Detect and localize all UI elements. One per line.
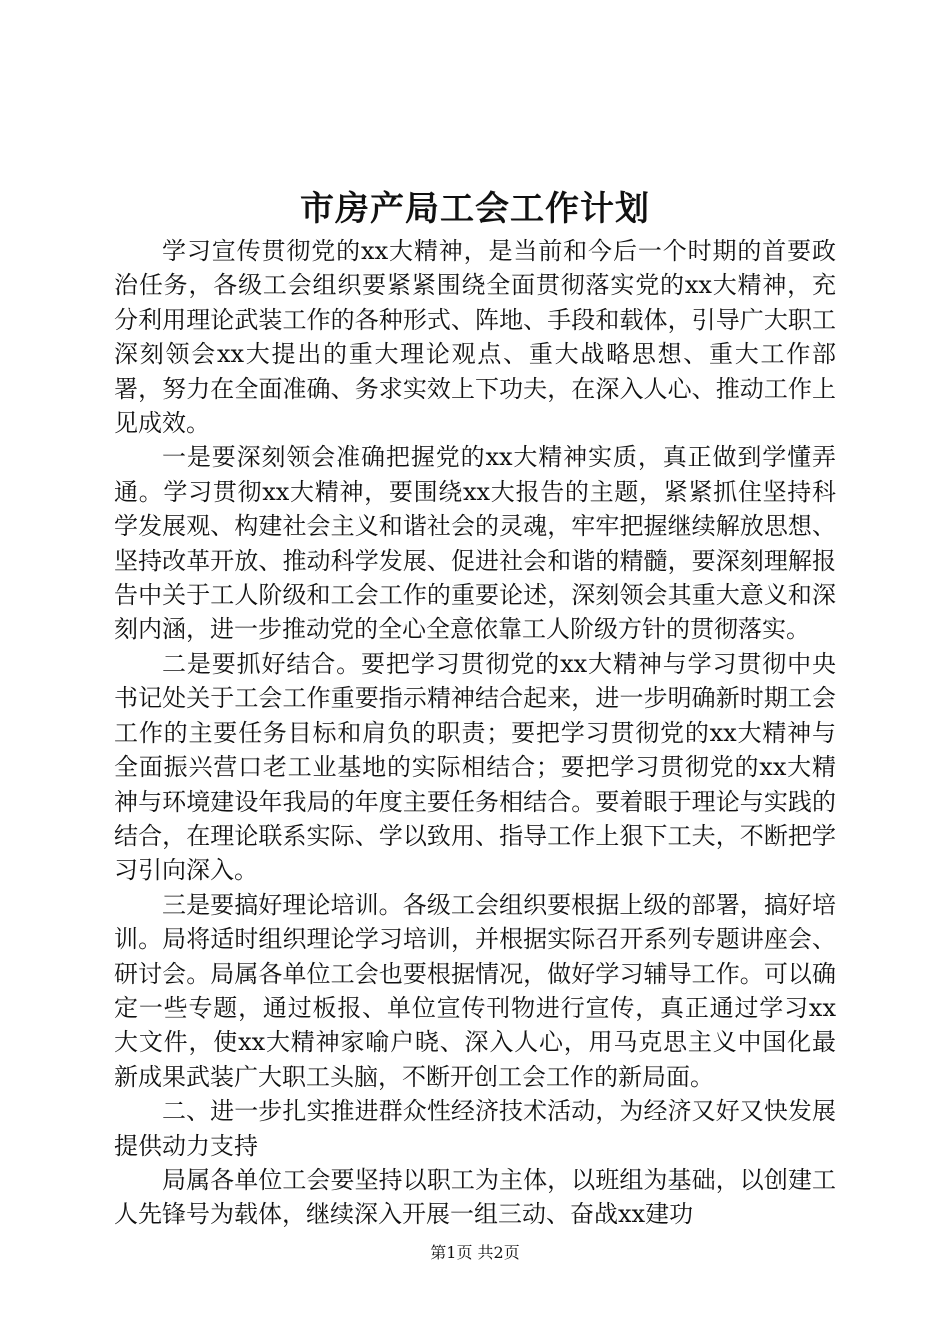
section-heading-two: 二、进一步扎实推进群众性经济技术活动，为经济又好又快发展提供动力支持 [114, 1097, 836, 1160]
page-footer: 第1页 共2页 [430, 1243, 520, 1262]
paragraph-intro: 学习宣传贯彻党的xx大精神，是当前和今后一个时期的首要政治任务，各级工会组织要紧紧围绕全面贯彻落实党的xx大精神，充分利用理论武装工作的各种形式、阵地、手段和载体，引导广大职工深刻领会xx大提出的重大理论观点、重大战略思想、重大工作部署，努力在全面准确、务求实效上下功夫，在深入人心、推动工作上见成效。 [114, 237, 836, 438]
paragraph-section-two: 局属各单位工会要坚持以职工为主体，以班组为基础，以创建工人先锋号为载体，继续深入开展一组三动、奋战xx建功 [114, 1165, 836, 1229]
paragraph-point-one: 一是要深刻领会准确把握党的xx大精神实质，真正做到学懂弄通。学习贯彻xx大精神，要围绕xx大报告的主题，紧紧抓住坚持科学发展观、构建社会主义和谐社会的灵魂，牢牢把握继续解放思想、坚持改革开放、推动科学发展、促进社会和谐的精髓，要深刻理解报告中关于工人阶级和工会工作的重要论述，深刻领会其重大意义和深刻内涵，进一步推动党的全心全意依靠工人阶级方针的贯彻落实。 [114, 443, 836, 644]
document-title: 市房产局工会工作计划 [300, 189, 650, 229]
document-body [114, 234, 836, 1232]
paragraph-point-two: 二是要抓好结合。要把学习贯彻党的xx大精神与学习贯彻中央书记处关于工会工作重要指示精神结合起来，进一步明确新时期工会工作的主要任务目标和肩负的职责；要把学习贯彻党的xx大精神与全面振兴营口老工业基地的实际相结合；要把学习贯彻党的xx大精神与环境建设年我局的年度主要任务相结合。要着眼于理论与实践的结合，在理论联系实际、学以致用、指导工作上狠下工夫，不断把学习引向深入。 [114, 649, 836, 885]
paragraph-point-three: 三是要搞好理论培训。各级工会组织要根据上级的部署，搞好培训。局将适时组织理论学习培训，并根据实际召开系列专题讲座会、研讨会。局属各单位工会也要根据情况，做好学习辅导工作。可以确定一些专题，通过板报、单位宣传刊物进行宣传，真正通过学习xx大文件，使xx大精神家喻户晓、深入人心，用马克思主义中国化最新成果武装广大职工头脑，不断开创工会工作的新局面。 [114, 890, 836, 1091]
